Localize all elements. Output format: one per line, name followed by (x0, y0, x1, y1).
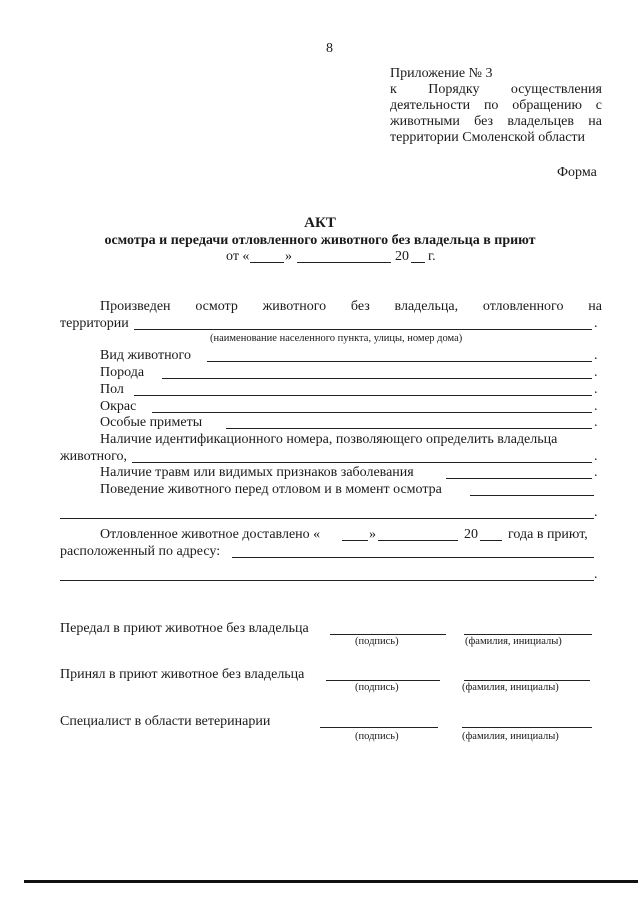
appendix-word: осуществления (510, 82, 602, 97)
appendix-word: по (483, 98, 499, 113)
delivered-year-field[interactable] (480, 540, 502, 541)
period: . (594, 449, 598, 464)
date-prefix: от « (226, 249, 250, 264)
name-caption: (фамилия, инициалы) (462, 731, 559, 742)
date-year-field[interactable] (411, 262, 425, 263)
delivered-prefix: Отловленное животное доставлено « (100, 527, 321, 542)
address-field-continued[interactable] (60, 580, 594, 581)
intro-word: без (350, 299, 370, 314)
territory-label: территории (60, 316, 129, 331)
page-number: 8 (326, 41, 333, 56)
appendix-word: животными (390, 114, 460, 129)
signature-caption: (подпись) (355, 731, 399, 742)
appendix-line5: территории Смоленской области (390, 130, 586, 145)
date-day-field[interactable] (250, 262, 284, 263)
territory-field[interactable] (134, 329, 592, 330)
period: . (594, 348, 598, 363)
period: . (594, 415, 598, 430)
appendix-word: с (595, 98, 602, 113)
date-month-field[interactable] (297, 262, 391, 263)
color-field[interactable] (152, 412, 592, 413)
sex-label: Пол (100, 382, 124, 397)
id-field[interactable] (132, 462, 592, 463)
name-field-transferred[interactable] (464, 634, 592, 635)
signature-label-received: Принял в приют животное без владельца (60, 667, 305, 682)
injuries-field[interactable] (446, 478, 592, 479)
delivered-day-field[interactable] (342, 540, 368, 541)
id-label-line2: животного, (60, 449, 127, 464)
appendix-word: без (474, 114, 494, 129)
species-field[interactable] (207, 361, 592, 362)
form-label: Форма (557, 165, 597, 180)
signature-field-transferred[interactable] (330, 634, 446, 635)
behavior-field[interactable] (470, 495, 594, 496)
behavior-field-continued[interactable] (60, 518, 594, 519)
id-label-line1: Наличие идентификационного номера, позволяющего определить владельца (100, 432, 558, 447)
color-label: Окрас (100, 399, 137, 414)
name-field-received[interactable] (464, 680, 590, 681)
signature-field-received[interactable] (326, 680, 440, 681)
appendix-word: владельцев (507, 114, 574, 129)
species-label: Вид животного (100, 348, 191, 363)
signature-caption: (подпись) (355, 636, 399, 647)
appendix-block (390, 66, 602, 146)
breed-field[interactable] (162, 378, 592, 379)
marks-field[interactable] (226, 428, 592, 429)
appendix-word: Порядку (428, 82, 480, 97)
intro-word: владельца, (394, 299, 459, 314)
appendix-word: к (390, 82, 397, 97)
delivered-suffix: года в приют, (508, 527, 588, 542)
period: . (594, 505, 598, 520)
signature-label-transferred: Передал в приют животное без владельца (60, 621, 309, 636)
address-field[interactable] (232, 557, 594, 558)
signature-caption: (подпись) (355, 682, 399, 693)
period: . (594, 399, 598, 414)
breed-label: Порода (100, 365, 145, 380)
sex-field[interactable] (134, 395, 592, 396)
injuries-label: Наличие травм или видимых признаков заболевания (100, 465, 414, 480)
signature-label-vet: Специалист в области ветеринарии (60, 714, 271, 729)
bottom-border-rule (24, 880, 638, 883)
behavior-label: Поведение животного перед отловом и в момент осмотра (100, 482, 442, 497)
intro-word: на (588, 299, 602, 314)
name-field-vet[interactable] (462, 727, 592, 728)
address-label: расположенный по адресу: (60, 544, 221, 559)
intro-line (100, 300, 602, 314)
appendix-word: на (588, 114, 602, 129)
marks-label: Особые приметы (100, 415, 203, 430)
period: . (594, 382, 598, 397)
name-caption: (фамилия, инициалы) (462, 682, 559, 693)
document-title: АКТ (304, 215, 336, 231)
intro-word: отловленного (482, 299, 564, 314)
appendix-word: деятельности (390, 98, 471, 113)
intro-word: Произведен (100, 299, 171, 314)
territory-caption: (наименование населенного пункта, улицы, номер дома) (210, 333, 463, 344)
delivered-year: 20 (464, 527, 478, 542)
period: . (594, 316, 598, 331)
delivered-mid: » (369, 527, 376, 542)
period: . (594, 567, 598, 582)
period: . (594, 465, 598, 480)
period: . (594, 365, 598, 380)
appendix-word: обращению (512, 98, 582, 113)
date-year-suffix: г. (428, 249, 436, 264)
intro-word: животного (262, 299, 327, 314)
date-suffix: » (285, 249, 292, 264)
delivered-month-field[interactable] (378, 540, 458, 541)
name-caption: (фамилия, инициалы) (465, 636, 562, 647)
document-subtitle: осмотра и передачи отловленного животного без владельца в приют (104, 233, 536, 248)
appendix-line1: Приложение № 3 (390, 66, 493, 81)
date-year: 20 (395, 249, 409, 264)
signature-field-vet[interactable] (320, 727, 438, 728)
intro-word: осмотр (195, 299, 238, 314)
